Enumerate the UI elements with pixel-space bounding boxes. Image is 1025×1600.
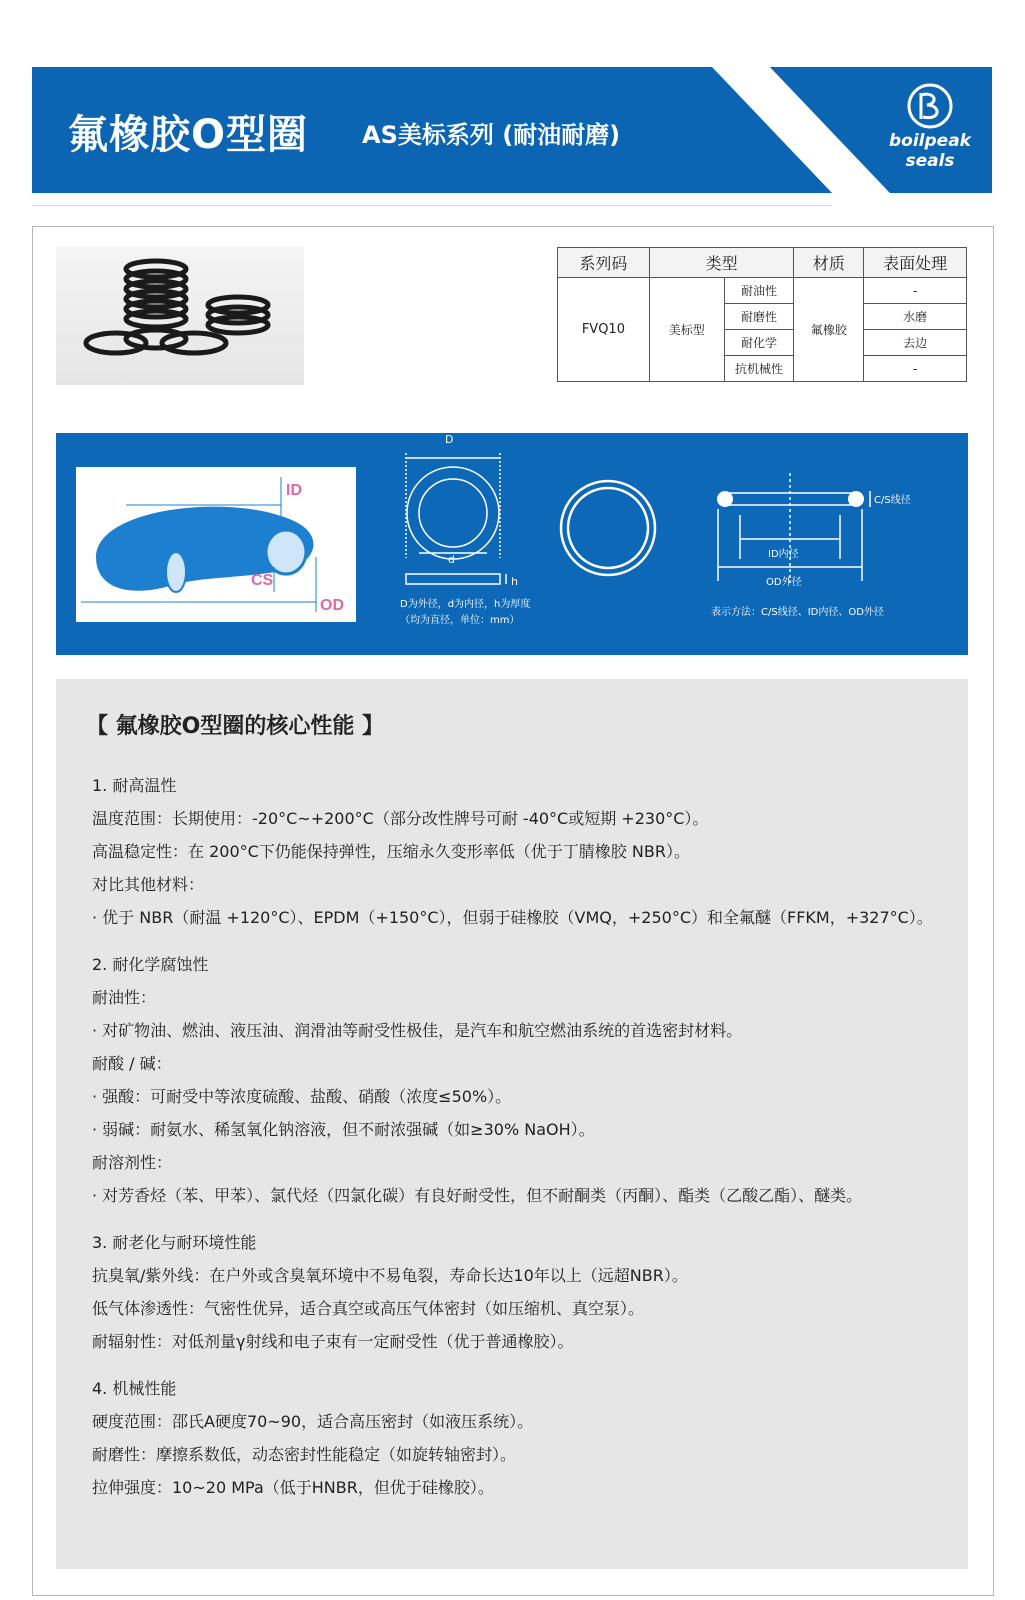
section-line: · 对芳香烃（苯、甲苯）、氯代烃（四氯化碳）有良好耐受性，但不耐酮类（丙酮）、酯类（乙酸乙酯）、醚类。 bbox=[92, 1186, 863, 1205]
header-series-code: 系列码 bbox=[558, 248, 650, 278]
header-divider bbox=[32, 205, 832, 206]
product-photo bbox=[56, 247, 304, 385]
header-surface: 表面处理 bbox=[864, 248, 967, 278]
properties-heading: 【 氟橡胶O型圈的核心性能 】 bbox=[86, 714, 385, 739]
cell-surface: - bbox=[864, 356, 967, 382]
page-title: 氟橡胶O型圈 bbox=[68, 112, 309, 158]
section-line: 高温稳定性：在 200°C下仍能保持弹性，压缩永久变形率低（优于丁腈橡胶 NBR）。 bbox=[92, 842, 690, 861]
label-thickness-h: h bbox=[511, 575, 518, 588]
section-title: 1. 耐高温性 bbox=[92, 776, 177, 795]
label-cs-wire-diameter: C/S线径 bbox=[874, 495, 911, 506]
section-title: 4. 机械性能 bbox=[92, 1379, 177, 1398]
cell-type: 美标型 bbox=[649, 278, 724, 382]
label-od-outer: OD外径 bbox=[766, 577, 802, 588]
section-line: 对比其他材料： bbox=[92, 875, 205, 894]
brand-logo bbox=[880, 81, 980, 191]
label-id-inner: ID内径 bbox=[768, 549, 799, 560]
dimension-note-line2: （均为直径，单位：mm） bbox=[400, 615, 520, 626]
notation-method: 表示方法：C/S线径、ID内径、OD外径 bbox=[711, 607, 884, 618]
cell-surface: - bbox=[864, 278, 967, 304]
section-title: 2. 耐化学腐蚀性 bbox=[92, 955, 209, 974]
properties-section bbox=[56, 679, 968, 1569]
label-od: OD bbox=[320, 597, 344, 614]
section-line: 低气体渗透性：气密性优异，适合真空或高压气体密封（如压缩机、真空泵）。 bbox=[92, 1299, 645, 1318]
cell-material: 氟橡胶 bbox=[794, 278, 864, 382]
header-banner bbox=[32, 67, 992, 193]
section-line: 硬度范围：邵氏A硬度70~90，适合高压密封（如液压系统）。 bbox=[92, 1412, 534, 1431]
dimension-note-line1: D为外径，d为内径，h为厚度 bbox=[400, 599, 531, 610]
section-title: 3. 耐老化与耐环境性能 bbox=[92, 1233, 257, 1252]
section-line: 温度范围：长期使用：-20°C~+200°C（部分改性牌号可耐 -40°C或短期 +230°C）。 bbox=[92, 809, 709, 828]
section-line: · 弱碱：耐氨水、稀氢氧化钠溶液，但不耐浓强碱（如≥30% NaOH）。 bbox=[92, 1120, 595, 1139]
cell-feature: 抗机械性 bbox=[724, 356, 794, 382]
dimension-diagram-panel bbox=[56, 433, 968, 655]
section-line: · 优于 NBR（耐温 +120°C）、EPDM（+150°C），但弱于硅橡胶（VMQ，+250°C）和全氟醚（FFKM，+327°C）。 bbox=[92, 908, 933, 927]
cell-feature: 耐化学 bbox=[724, 330, 794, 356]
boilpeak-logo-icon bbox=[905, 81, 955, 131]
section-line: 拉伸强度：10~20 MPa（低于HNBR，但优于硅橡胶）。 bbox=[92, 1478, 494, 1497]
cell-surface: 水磨 bbox=[864, 304, 967, 330]
o-ring-photo-illustration bbox=[56, 247, 304, 385]
header-type: 类型 bbox=[649, 248, 794, 278]
section-line: 耐酸 / 碱： bbox=[92, 1054, 172, 1073]
logo-text-line1: boilpeak bbox=[889, 131, 971, 151]
page-subtitle: AS美标系列 (耐油耐磨) bbox=[362, 121, 621, 149]
label-outer-d: D bbox=[445, 433, 454, 446]
cell-surface: 去边 bbox=[864, 330, 967, 356]
section-line: 耐磨性：摩擦系数低，动态密封性能稳定（如旋转轴密封）。 bbox=[92, 1445, 517, 1464]
section-line: · 对矿物油、燃油、液压油、润滑油等耐受性极佳，是汽车和航空燃油系统的首选密封材料。 bbox=[92, 1021, 743, 1040]
section-line: 耐辐射性：对低剂量γ射线和电子束有一定耐受性（优于普通橡胶）。 bbox=[92, 1332, 574, 1351]
spec-table bbox=[557, 247, 967, 382]
logo-text-line2: seals bbox=[905, 151, 955, 171]
cell-feature: 耐油性 bbox=[724, 278, 794, 304]
properties-body bbox=[92, 769, 952, 1504]
label-id: ID bbox=[286, 482, 302, 499]
cell-series-code: FVQ10 bbox=[558, 278, 650, 382]
cell-feature: 耐磨性 bbox=[724, 304, 794, 330]
o-ring-3d-illustration bbox=[76, 467, 356, 622]
label-cs: CS bbox=[251, 572, 274, 589]
header-material: 材质 bbox=[794, 248, 864, 278]
section-line: 耐溶剂性： bbox=[92, 1153, 173, 1172]
o-ring-3d-box bbox=[76, 467, 356, 622]
section-line: · 强酸：可耐受中等浓度硫酸、盐酸、硝酸（浓度≤50%）。 bbox=[92, 1087, 512, 1106]
label-inner-d: d bbox=[448, 553, 455, 566]
section-line: 抗臭氧/紫外线：在户外或含臭氧环境中不易龟裂，寿命长达10年以上（远超NBR）。 bbox=[92, 1266, 688, 1285]
section-line: 耐油性： bbox=[92, 988, 157, 1007]
